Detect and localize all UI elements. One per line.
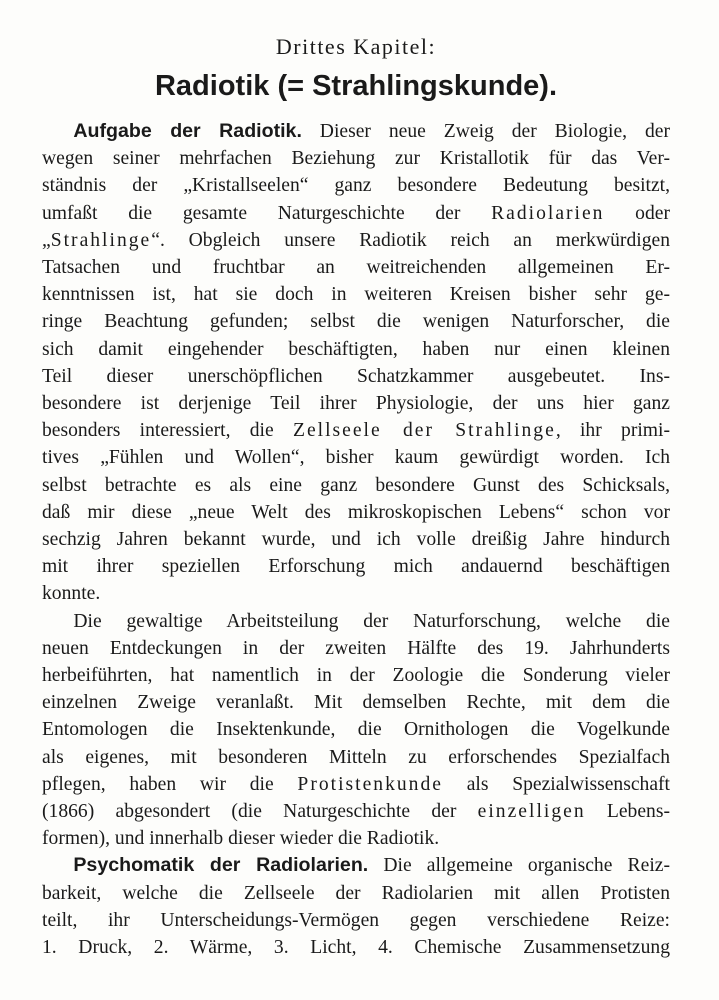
p3-line-2: barkeit, welche die Zellseele der Radiolarien mit allen Protisten xyxy=(42,882,670,904)
p1-line-6: Tatsachen und fruchtbar an weitreichenden allgemeinen Er- xyxy=(42,257,670,279)
paragraph-3 xyxy=(42,852,670,961)
p1-line-5a: „ xyxy=(42,229,51,251)
p1-line-4c: oder xyxy=(604,202,670,224)
p1-line-17: mit ihrer speziellen Erforschung mich andauernd beschäftigen xyxy=(42,556,670,578)
p3-line-1-text: Die allgemeine organische Reiz- xyxy=(368,855,670,877)
p2-line-8 xyxy=(42,798,670,825)
emphasis-zellseele: Zellseele der Strahlinge xyxy=(292,420,556,442)
p1-line-12a: besonders interessiert, die xyxy=(42,420,293,442)
emphasis-radiolarien: Radiolarien xyxy=(491,202,605,224)
p1-line-12 xyxy=(42,417,670,444)
emphasis-einzelligen: einzelligen xyxy=(477,801,586,823)
p2-line-8a: (1866) abgesondert (die Naturgeschichte der xyxy=(42,801,478,823)
p3-line-3: teilt, ihr Unterscheidungs-Vermögen gegen verschiedene Reize: xyxy=(42,909,670,931)
p2-line-6: als eigenes, mit besonderen Mitteln zu erforschendes Spezialfach xyxy=(42,746,670,768)
p1-line-9: sich damit eingehender beschäftigten, haben nur einen kleinen xyxy=(42,338,670,360)
emphasis-protistenkunde: Protistenkunde xyxy=(297,773,443,795)
p1-line-18: konnte. xyxy=(42,583,101,605)
p2-line-7a: pflegen, haben wir die xyxy=(42,773,298,795)
p1-line-4 xyxy=(42,200,670,227)
p2-line-4: einzelnen Zweige veranlaßt. Mit demselben Rechte, mit dem die xyxy=(42,692,670,714)
p2-line-9: formen), und innerhalb dieser wieder die Radiotik. xyxy=(42,828,440,850)
section-lead-aufgabe: Aufgabe der Radiotik. xyxy=(73,120,302,142)
paragraph-1 xyxy=(42,118,670,608)
p1-line-8: ringe Beachtung gefunden; selbst die wenigen Naturforscher, die xyxy=(42,311,670,333)
p3-line-1 xyxy=(42,852,670,879)
p2-line-5: Entomologen die Insektenkunde, die Ornithologen die Vogelkunde xyxy=(42,719,670,741)
p2-line-8c: Lebens- xyxy=(585,801,670,823)
emphasis-strahlinge: Strahlinge xyxy=(50,229,152,251)
p2-line-7c: als Spezialwissenschaft xyxy=(442,773,671,795)
chapter-title: Radiotik (= Strahlingskunde). xyxy=(154,70,558,102)
section-lead-psychomatik: Psychomatik der Radiolarien. xyxy=(73,854,369,877)
p1-line-12c: , ihr primi- xyxy=(555,420,670,442)
p2-line-3: herbeiführten, hat namentlich in der Zoologie die Sonderung vieler xyxy=(42,665,670,687)
p1-line-5c: “. Obgleich unsere Radiotik reich an merkwürdigen xyxy=(151,229,670,251)
p1-line-14: selbst betrachte es als eine ganz besondere Gunst des Schicksals, xyxy=(42,474,670,496)
p1-line-4a: umfaßt die gesamte Naturgeschichte der xyxy=(42,202,492,224)
chapter-heading: Drittes Kapitel: xyxy=(275,34,437,59)
p2-line-1: Die gewaltige Arbeitsteilung der Naturforschung, welche die xyxy=(73,610,670,632)
p1-line-5 xyxy=(42,227,670,254)
p1-line-1-text: Dieser neue Zweig der Biologie, der xyxy=(301,121,670,142)
p3-line-4: 1. Druck, 2. Wärme, 3. Licht, 4. Chemische Zusammensetzung xyxy=(42,937,670,959)
p1-line-15: daß mir diese „neue Welt des mikroskopischen Lebens“ schon vor xyxy=(42,501,670,523)
p1-line-11: besondere ist derjenige Teil ihrer Physiologie, der uns hier ganz xyxy=(42,393,670,415)
p1-line-3: ständnis der „Kristallseelen“ ganz besondere Bedeutung besitzt, xyxy=(42,175,670,197)
p1-line-13: tives „Fühlen und Wollen“, bisher kaum gewürdigt worden. Ich xyxy=(42,447,670,469)
p1-line-7: kenntnissen ist, hat sie doch in weiteren Kreisen bisher sehr ge- xyxy=(42,284,670,306)
paragraph-2 xyxy=(42,608,670,853)
page xyxy=(42,32,670,961)
p1-line-2: wegen seiner mehrfachen Beziehung zur Kristallotik für das Ver- xyxy=(42,148,670,170)
p1-line-1 xyxy=(42,118,670,145)
p1-line-16: sechzig Jahren bekannt wurde, und ich volle dreißig Jahre hindurch xyxy=(42,529,670,551)
p2-line-7 xyxy=(42,771,670,798)
p2-line-2: neuen Entdeckungen in der zweiten Hälfte des 19. Jahrhunderts xyxy=(42,637,670,659)
p1-line-10: Teil dieser unerschöpflichen Schatzkammer ausgebeutet. Ins- xyxy=(42,365,670,387)
